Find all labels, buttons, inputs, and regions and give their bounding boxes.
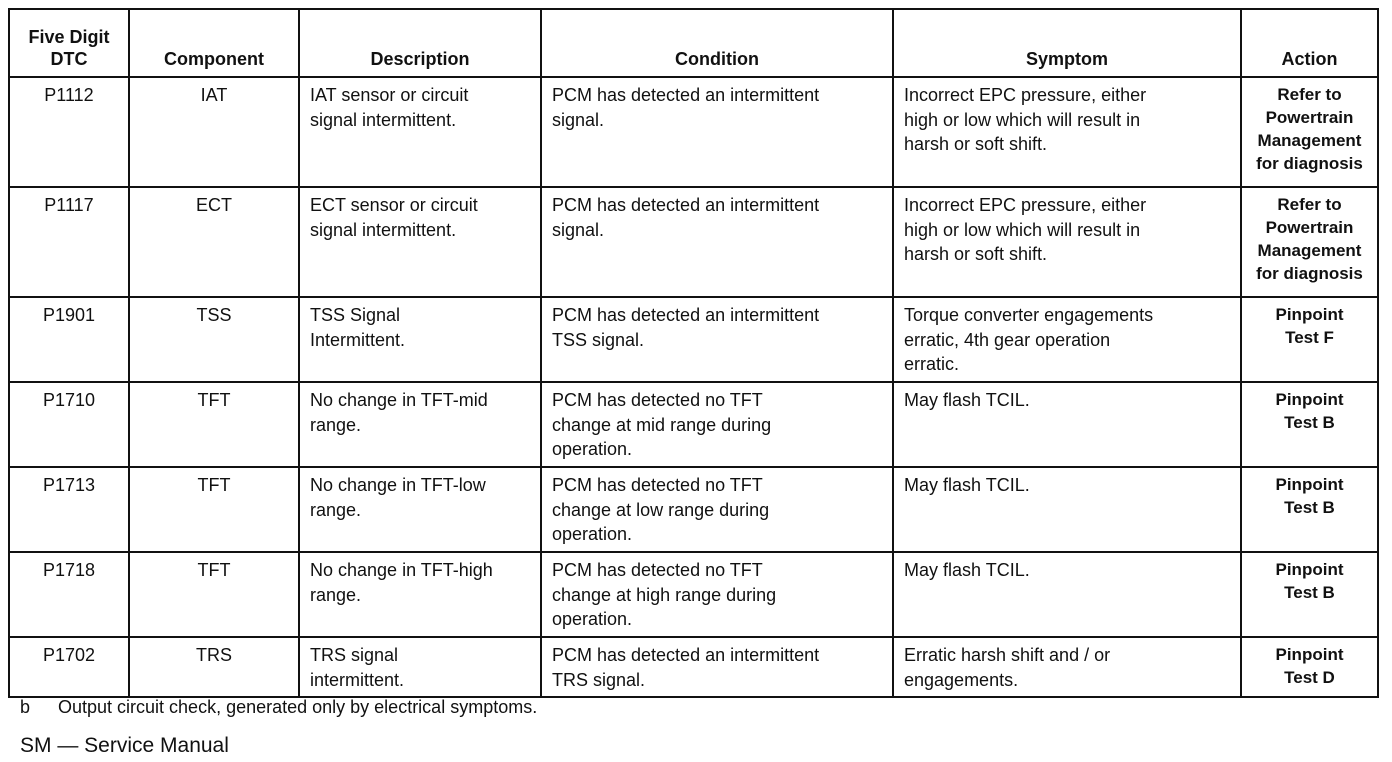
header-description: Description: [299, 9, 541, 77]
dtc-cell: P1901: [9, 297, 129, 382]
header-component: Component: [129, 9, 299, 77]
action-cell: Pinpoint Test B: [1241, 552, 1378, 637]
dtc-cell: P1713: [9, 467, 129, 552]
action-cell: Pinpoint Test F: [1241, 297, 1378, 382]
dtc-cell: P1117: [9, 187, 129, 297]
description-cell: No change in TFT-high range.: [299, 552, 541, 637]
footnote-text: Output circuit check, generated only by electrical symptoms.: [58, 697, 538, 717]
table-row: [9, 552, 1378, 637]
symptom-cell: May flash TCIL.: [893, 382, 1241, 467]
table-row: [9, 297, 1378, 382]
condition-cell: PCM has detected no TFT change at low range during operation.: [541, 467, 893, 552]
component-cell: ECT: [129, 187, 299, 297]
description-cell: ECT sensor or circuit signal intermittent.: [299, 187, 541, 297]
condition-cell: PCM has detected no TFT change at high range during operation.: [541, 552, 893, 637]
symptom-cell: Torque converter engagements erratic, 4th gear operation erratic.: [893, 297, 1241, 382]
description-cell: TRS signal intermittent.: [299, 637, 541, 697]
table-row: [9, 467, 1378, 552]
action-cell: Refer to Powertrain Management for diagnosis: [1241, 77, 1378, 187]
action-cell: Pinpoint Test B: [1241, 467, 1378, 552]
footnote-marker: b: [20, 697, 31, 717]
symptom-cell: May flash TCIL.: [893, 467, 1241, 552]
dtc-table: [8, 8, 1379, 698]
component-cell: IAT: [129, 77, 299, 187]
condition-cell: PCM has detected an intermittent signal.: [541, 77, 893, 187]
component-cell: TRS: [129, 637, 299, 697]
symptom-cell: May flash TCIL.: [893, 552, 1241, 637]
component-cell: TSS: [129, 297, 299, 382]
dtc-cell: P1112: [9, 77, 129, 187]
header-action: Action: [1241, 9, 1378, 77]
footnote: [20, 697, 537, 718]
dtc-cell: P1710: [9, 382, 129, 467]
condition-cell: PCM has detected no TFT change at mid range during operation.: [541, 382, 893, 467]
table-row: [9, 77, 1378, 187]
table-header-row: [9, 9, 1378, 77]
table-row: [9, 637, 1378, 697]
dtc-cell: P1702: [9, 637, 129, 697]
description-cell: No change in TFT-mid range.: [299, 382, 541, 467]
condition-cell: PCM has detected an intermittent TRS signal.: [541, 637, 893, 697]
description-cell: IAT sensor or circuit signal intermittent.: [299, 77, 541, 187]
symptom-cell: Incorrect EPC pressure, either high or low which will result in harsh or soft shift.: [893, 77, 1241, 187]
table-row: [9, 187, 1378, 297]
header-condition: Condition: [541, 9, 893, 77]
condition-cell: PCM has detected an intermittent TSS signal.: [541, 297, 893, 382]
symptom-cell: Erratic harsh shift and / or engagements.: [893, 637, 1241, 697]
component-cell: TFT: [129, 467, 299, 552]
action-cell: Pinpoint Test D: [1241, 637, 1378, 697]
dtc-cell: P1718: [9, 552, 129, 637]
header-symptom: Symptom: [893, 9, 1241, 77]
component-cell: TFT: [129, 382, 299, 467]
description-cell: No change in TFT-low range.: [299, 467, 541, 552]
symptom-cell: Incorrect EPC pressure, either high or low which will result in harsh or soft shift.: [893, 187, 1241, 297]
action-cell: Pinpoint Test B: [1241, 382, 1378, 467]
table-row: [9, 382, 1378, 467]
footer-legend: SM — Service Manual: [20, 734, 229, 757]
description-cell: TSS Signal Intermittent.: [299, 297, 541, 382]
header-dtc: Five Digit DTC: [9, 9, 129, 77]
action-cell: Refer to Powertrain Management for diagnosis: [1241, 187, 1378, 297]
component-cell: TFT: [129, 552, 299, 637]
condition-cell: PCM has detected an intermittent signal.: [541, 187, 893, 297]
